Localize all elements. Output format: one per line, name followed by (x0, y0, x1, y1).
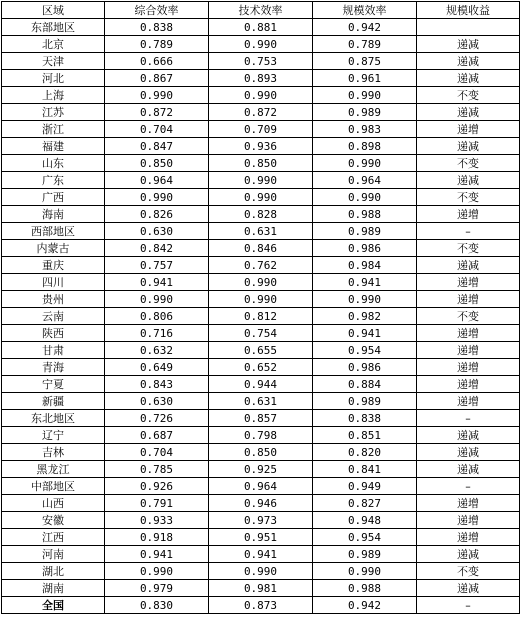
technical-efficiency-cell: 0.941 (209, 546, 313, 563)
technical-efficiency-cell: 0.881 (209, 19, 313, 36)
scale-efficiency-cell: 0.983 (313, 121, 417, 138)
region-cell: 海南 (2, 206, 105, 223)
returns-to-scale-cell: 递增 (417, 359, 520, 376)
table-row (2, 546, 520, 563)
returns-to-scale-cell: 递减 (417, 444, 520, 461)
header-technical-efficiency: 技术效率 (209, 2, 313, 19)
overall-efficiency-cell: 0.789 (105, 36, 209, 53)
scale-efficiency-cell: 0.961 (313, 70, 417, 87)
scale-efficiency-cell: 0.949 (313, 478, 417, 495)
table-row (2, 478, 520, 495)
region-cell: 江苏 (2, 104, 105, 121)
region-cell: 中部地区 (2, 478, 105, 495)
region-cell: 福建 (2, 138, 105, 155)
overall-efficiency-cell: 0.838 (105, 19, 209, 36)
region-cell: 浙江 (2, 121, 105, 138)
table-row (2, 155, 520, 172)
scale-efficiency-cell: 0.948 (313, 512, 417, 529)
region-cell: 北京 (2, 36, 105, 53)
scale-efficiency-cell: 0.851 (313, 427, 417, 444)
table-row (2, 342, 520, 359)
technical-efficiency-cell: 0.754 (209, 325, 313, 342)
scale-efficiency-cell: 0.989 (313, 546, 417, 563)
table-row (2, 444, 520, 461)
technical-efficiency-cell: 0.631 (209, 223, 313, 240)
technical-efficiency-cell: 0.990 (209, 291, 313, 308)
technical-efficiency-cell: 0.812 (209, 308, 313, 325)
technical-efficiency-cell: 0.846 (209, 240, 313, 257)
technical-efficiency-cell: 0.652 (209, 359, 313, 376)
returns-to-scale-cell: 不变 (417, 240, 520, 257)
overall-efficiency-cell: 0.716 (105, 325, 209, 342)
region-cell: 甘肃 (2, 342, 105, 359)
table-row (2, 325, 520, 342)
technical-efficiency-cell: 0.762 (209, 257, 313, 274)
returns-to-scale-cell: 递增 (417, 512, 520, 529)
table-row (2, 529, 520, 546)
table-row (2, 240, 520, 257)
region-cell: 内蒙古 (2, 240, 105, 257)
returns-to-scale-cell: 不变 (417, 87, 520, 104)
returns-to-scale-cell: 不变 (417, 563, 520, 580)
region-cell: 吉林 (2, 444, 105, 461)
overall-efficiency-cell: 0.757 (105, 257, 209, 274)
overall-efficiency-cell: 0.990 (105, 87, 209, 104)
region-cell: 辽宁 (2, 427, 105, 444)
returns-to-scale-cell: 递减 (417, 53, 520, 70)
scale-efficiency-cell: 0.989 (313, 104, 417, 121)
efficiency-table (1, 1, 520, 614)
technical-efficiency-cell: 0.944 (209, 376, 313, 393)
returns-to-scale-cell: 递减 (417, 36, 520, 53)
technical-efficiency-cell: 0.655 (209, 342, 313, 359)
overall-efficiency-cell: 0.847 (105, 138, 209, 155)
scale-efficiency-cell: 0.789 (313, 36, 417, 53)
scale-efficiency-cell: 0.982 (313, 308, 417, 325)
region-cell: 天津 (2, 53, 105, 70)
table-row (2, 70, 520, 87)
region-cell: 西部地区 (2, 223, 105, 240)
technical-efficiency-cell: 0.828 (209, 206, 313, 223)
technical-efficiency-cell: 0.981 (209, 580, 313, 597)
region-cell: 广东 (2, 172, 105, 189)
table-row (2, 138, 520, 155)
technical-efficiency-cell: 0.990 (209, 274, 313, 291)
returns-to-scale-cell: 递减 (417, 138, 520, 155)
region-cell: 山西 (2, 495, 105, 512)
table-row (2, 257, 520, 274)
table-row (2, 19, 520, 36)
returns-to-scale-cell: 递减 (417, 70, 520, 87)
table-row (2, 274, 520, 291)
region-cell: 河北 (2, 70, 105, 87)
returns-to-scale-cell: 递减 (417, 580, 520, 597)
returns-to-scale-cell: 递减 (417, 104, 520, 121)
overall-efficiency-cell: 0.918 (105, 529, 209, 546)
technical-efficiency-cell: 0.753 (209, 53, 313, 70)
region-cell: 全国 (2, 597, 105, 614)
table-row (2, 53, 520, 70)
scale-efficiency-cell: 0.990 (313, 87, 417, 104)
region-cell: 青海 (2, 359, 105, 376)
returns-to-scale-cell: – (417, 410, 520, 427)
table-row (2, 410, 520, 427)
scale-efficiency-cell: 0.990 (313, 291, 417, 308)
table-row (2, 308, 520, 325)
region-cell: 贵州 (2, 291, 105, 308)
returns-to-scale-cell: 递增 (417, 393, 520, 410)
table-row (2, 172, 520, 189)
overall-efficiency-cell: 0.850 (105, 155, 209, 172)
technical-efficiency-cell: 0.946 (209, 495, 313, 512)
scale-efficiency-cell: 0.989 (313, 223, 417, 240)
technical-efficiency-cell: 0.925 (209, 461, 313, 478)
scale-efficiency-cell: 0.954 (313, 529, 417, 546)
region-cell: 宁夏 (2, 376, 105, 393)
scale-efficiency-cell: 0.954 (313, 342, 417, 359)
returns-to-scale-cell: 递增 (417, 529, 520, 546)
technical-efficiency-cell: 0.893 (209, 70, 313, 87)
returns-to-scale-cell: 递增 (417, 376, 520, 393)
overall-efficiency-cell: 0.704 (105, 121, 209, 138)
scale-efficiency-cell: 0.986 (313, 240, 417, 257)
scale-efficiency-cell: 0.964 (313, 172, 417, 189)
overall-efficiency-cell: 0.704 (105, 444, 209, 461)
region-cell: 河南 (2, 546, 105, 563)
returns-to-scale-cell: 递减 (417, 172, 520, 189)
technical-efficiency-cell: 0.850 (209, 155, 313, 172)
overall-efficiency-cell: 0.830 (105, 597, 209, 614)
returns-to-scale-cell: 递减 (417, 427, 520, 444)
scale-efficiency-cell: 0.989 (313, 393, 417, 410)
returns-to-scale-cell: 递增 (417, 495, 520, 512)
overall-efficiency-cell: 0.666 (105, 53, 209, 70)
scale-efficiency-cell: 0.941 (313, 325, 417, 342)
region-cell: 广西 (2, 189, 105, 206)
table-row (2, 189, 520, 206)
table-row (2, 512, 520, 529)
overall-efficiency-cell: 0.926 (105, 478, 209, 495)
returns-to-scale-cell: 不变 (417, 189, 520, 206)
region-cell: 新疆 (2, 393, 105, 410)
scale-efficiency-cell: 0.984 (313, 257, 417, 274)
table-header (2, 2, 520, 19)
overall-efficiency-cell: 0.630 (105, 393, 209, 410)
table-row (2, 121, 520, 138)
scale-efficiency-cell: 0.990 (313, 563, 417, 580)
returns-to-scale-cell: – (417, 223, 520, 240)
technical-efficiency-cell: 0.936 (209, 138, 313, 155)
technical-efficiency-cell: 0.990 (209, 87, 313, 104)
scale-efficiency-cell: 0.990 (313, 189, 417, 206)
table-row (2, 563, 520, 580)
scale-efficiency-cell: 0.941 (313, 274, 417, 291)
returns-to-scale-cell: 递增 (417, 121, 520, 138)
technical-efficiency-cell: 0.951 (209, 529, 313, 546)
table-row (2, 495, 520, 512)
region-cell: 四川 (2, 274, 105, 291)
returns-to-scale-cell: – (417, 478, 520, 495)
scale-efficiency-cell: 0.898 (313, 138, 417, 155)
table-row (2, 206, 520, 223)
returns-to-scale-cell: 递增 (417, 206, 520, 223)
returns-to-scale-cell: 递增 (417, 342, 520, 359)
region-cell: 上海 (2, 87, 105, 104)
technical-efficiency-cell: 0.990 (209, 172, 313, 189)
region-cell: 黑龙江 (2, 461, 105, 478)
overall-efficiency-cell: 0.964 (105, 172, 209, 189)
scale-efficiency-cell: 0.838 (313, 410, 417, 427)
overall-efficiency-cell: 0.872 (105, 104, 209, 121)
region-cell: 东北地区 (2, 410, 105, 427)
table-row (2, 376, 520, 393)
region-cell: 云南 (2, 308, 105, 325)
scale-efficiency-cell: 0.988 (313, 206, 417, 223)
technical-efficiency-cell: 0.990 (209, 563, 313, 580)
overall-efficiency-cell: 0.843 (105, 376, 209, 393)
table-row (2, 461, 520, 478)
overall-efficiency-cell: 0.990 (105, 563, 209, 580)
returns-to-scale-cell: 递减 (417, 546, 520, 563)
table-row (2, 223, 520, 240)
region-cell: 安徽 (2, 512, 105, 529)
overall-efficiency-cell: 0.806 (105, 308, 209, 325)
returns-to-scale-cell: 不变 (417, 308, 520, 325)
technical-efficiency-cell: 0.631 (209, 393, 313, 410)
technical-efficiency-cell: 0.873 (209, 597, 313, 614)
overall-efficiency-cell: 0.990 (105, 291, 209, 308)
returns-to-scale-cell: 递增 (417, 274, 520, 291)
table-row (2, 291, 520, 308)
technical-efficiency-cell: 0.973 (209, 512, 313, 529)
returns-to-scale-cell: 递增 (417, 325, 520, 342)
header-overall-efficiency: 综合效率 (105, 2, 209, 19)
region-cell: 陕西 (2, 325, 105, 342)
returns-to-scale-cell: 递减 (417, 461, 520, 478)
returns-to-scale-cell: – (417, 597, 520, 614)
table-row (2, 580, 520, 597)
table-row (2, 597, 520, 614)
table-row (2, 359, 520, 376)
technical-efficiency-cell: 0.990 (209, 36, 313, 53)
table-row (2, 427, 520, 444)
returns-to-scale-cell: 递减 (417, 257, 520, 274)
header-returns-to-scale: 规模收益 (417, 2, 520, 19)
scale-efficiency-cell: 0.820 (313, 444, 417, 461)
overall-efficiency-cell: 0.785 (105, 461, 209, 478)
technical-efficiency-cell: 0.798 (209, 427, 313, 444)
overall-efficiency-cell: 0.933 (105, 512, 209, 529)
technical-efficiency-cell: 0.872 (209, 104, 313, 121)
table-row (2, 36, 520, 53)
scale-efficiency-cell: 0.942 (313, 19, 417, 36)
region-cell: 东部地区 (2, 19, 105, 36)
region-cell: 湖北 (2, 563, 105, 580)
returns-to-scale-cell (417, 19, 520, 36)
region-cell: 山东 (2, 155, 105, 172)
overall-efficiency-cell: 0.941 (105, 274, 209, 291)
table-body (2, 19, 520, 614)
overall-efficiency-cell: 0.867 (105, 70, 209, 87)
scale-efficiency-cell: 0.884 (313, 376, 417, 393)
returns-to-scale-cell: 不变 (417, 155, 520, 172)
table-row (2, 87, 520, 104)
overall-efficiency-cell: 0.826 (105, 206, 209, 223)
scale-efficiency-cell: 0.942 (313, 597, 417, 614)
region-cell: 江西 (2, 529, 105, 546)
technical-efficiency-cell: 0.857 (209, 410, 313, 427)
region-cell: 湖南 (2, 580, 105, 597)
scale-efficiency-cell: 0.827 (313, 495, 417, 512)
technical-efficiency-cell: 0.990 (209, 189, 313, 206)
table-row (2, 393, 520, 410)
overall-efficiency-cell: 0.791 (105, 495, 209, 512)
scale-efficiency-cell: 0.841 (313, 461, 417, 478)
technical-efficiency-cell: 0.964 (209, 478, 313, 495)
technical-efficiency-cell: 0.709 (209, 121, 313, 138)
scale-efficiency-cell: 0.988 (313, 580, 417, 597)
overall-efficiency-cell: 0.990 (105, 189, 209, 206)
technical-efficiency-cell: 0.850 (209, 444, 313, 461)
returns-to-scale-cell: 递增 (417, 291, 520, 308)
overall-efficiency-cell: 0.842 (105, 240, 209, 257)
overall-efficiency-cell: 0.649 (105, 359, 209, 376)
header-row (2, 2, 520, 19)
scale-efficiency-cell: 0.875 (313, 53, 417, 70)
overall-efficiency-cell: 0.979 (105, 580, 209, 597)
overall-efficiency-cell: 0.630 (105, 223, 209, 240)
scale-efficiency-cell: 0.990 (313, 155, 417, 172)
table-row (2, 104, 520, 121)
overall-efficiency-cell: 0.726 (105, 410, 209, 427)
scale-efficiency-cell: 0.986 (313, 359, 417, 376)
overall-efficiency-cell: 0.632 (105, 342, 209, 359)
header-scale-efficiency: 规模效率 (313, 2, 417, 19)
overall-efficiency-cell: 0.941 (105, 546, 209, 563)
overall-efficiency-cell: 0.687 (105, 427, 209, 444)
header-region: 区域 (2, 2, 105, 19)
region-cell: 重庆 (2, 257, 105, 274)
